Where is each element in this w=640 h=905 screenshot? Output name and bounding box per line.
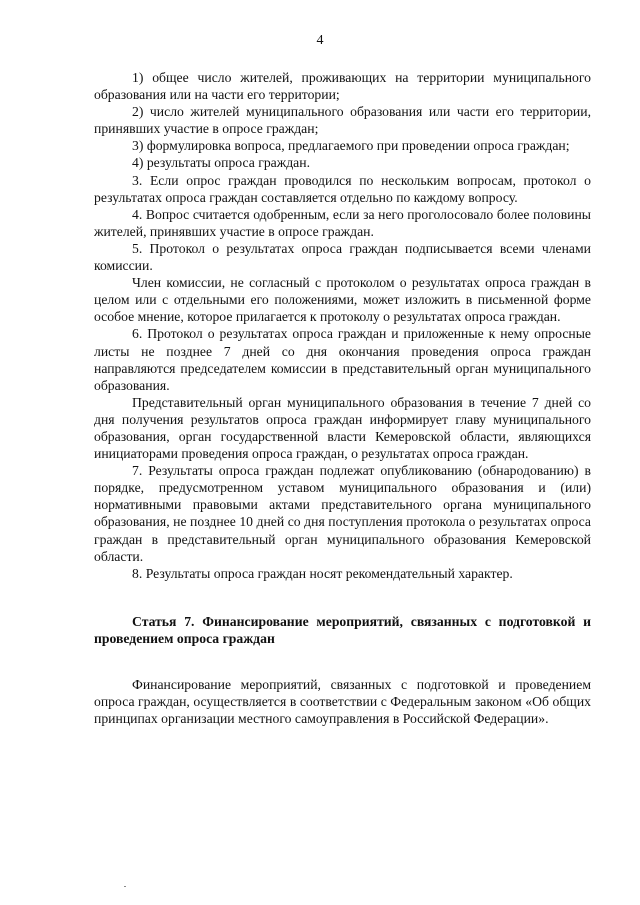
clause-6-representative-body: Представительный орган муниципального образования в течение 7 дней со дня получения результатов опроса граждан информирует главу муниципального образования, орган государственной власти Кемеровской области, являющихся инициаторами проведения опроса граждан, о результатах опроса граждан. — [94, 394, 591, 462]
clause-5-dissent: Член комиссии, не согласный с протоколом о результатах опроса граждан в целом или с отдельными его положениями, может изложить в письменной форме особое мнение, которое прилагается к протоколу о результатах опроса граждан. — [94, 275, 591, 325]
clause-8: 8. Результаты опроса граждан носят рекомендательный характер. — [132, 565, 513, 581]
list-item-question-wording: 3) формулировка вопроса, предлагаемого при проведении опроса граждан; — [132, 138, 570, 154]
clause-6: 6. Протокол о результатах опроса граждан и приложенные к нему опросные листы не позднее 7 дней со дня окончания проведения опроса граждан направляются председателем комиссии в представительный орган муниципального образования. — [94, 326, 591, 393]
clause-3: 3. Если опрос граждан проводился по нескольким вопросам, протокол о результатах опроса граждан составляется отдельно по каждому вопросу. — [94, 172, 591, 205]
document-body — [94, 69, 591, 727]
list-item-participants: 2) число жителей муниципального образования или части его территории, принявших участие в опросе граждан; — [94, 104, 591, 137]
article-7-heading: Статья 7. Финансирование мероприятий, связанных с подготовкой и проведением опроса граждан — [94, 613, 591, 646]
clause-7: 7. Результаты опроса граждан подлежат опубликованию (обнародованию) в порядке, предусмотренном уставом муниципального образования и (или) нормативными правовыми актами представительного органа муниципального образования, не позднее 10 дней со дня поступления протокола о результатах опроса граждан в представительный орган муниципального образования Кемеровской области. — [94, 463, 591, 564]
article-7-body: Финансирование мероприятий, связанных с подготовкой и проведением опроса граждан, осуществляется в соответствии с Федеральным законом «Об общих принципах организации местного самоуправления в Российской Федерации». — [94, 677, 591, 727]
scan-speck — [124, 886, 126, 887]
page-number: 4 — [316, 33, 324, 48]
list-item-total-residents: 1) общее число жителей, проживающих на территории муниципального образования или на части его территории; — [94, 70, 591, 103]
clause-4: 4. Вопрос считается одобренным, если за него проголосовало более половины жителей, принявших участие в опросе граждан. — [94, 206, 591, 239]
clause-5: 5. Протокол о результатах опроса граждан подписывается всеми членами комиссии. — [94, 240, 591, 274]
list-item-survey-results: 4) результаты опроса граждан. — [132, 155, 311, 171]
